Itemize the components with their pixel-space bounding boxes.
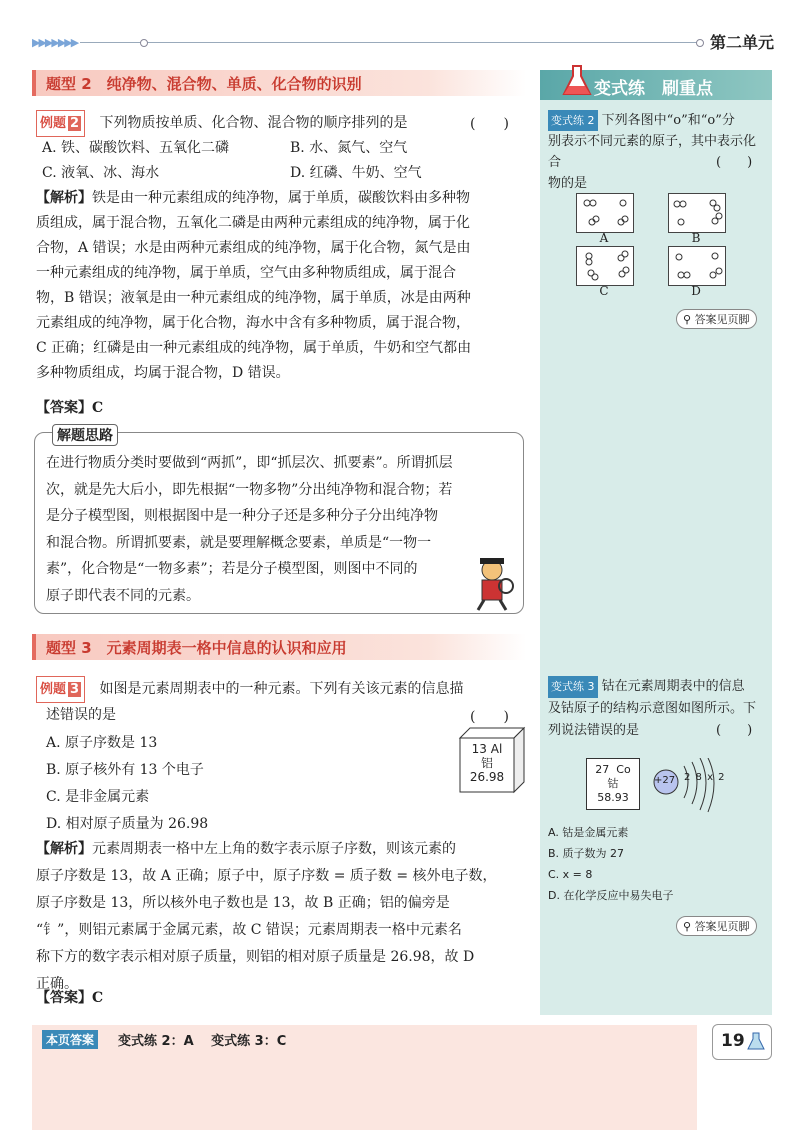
example-2-question (36, 110, 526, 137)
example-2-tag: 例题 2 (36, 110, 85, 137)
variant-2-question: 变式练 2 下列各图中“o”和“o”分 别表示不同元素的原子，其中表示化合 物的是 (548, 110, 766, 194)
diagram-label-c: C (599, 284, 609, 298)
option-c: C. 液氧、冰、海水 (42, 165, 160, 181)
analysis-label: 【解析】 (36, 190, 92, 206)
cobalt-cell: 27 Co 钴 58.93 (586, 758, 640, 810)
option-a: A. 铁、碳酸饮料、五氧化二磷 (42, 140, 230, 156)
aluminum-cell: 13 Al 铝 26.98 (469, 742, 505, 784)
flask-icon (560, 62, 594, 100)
header-dot (696, 39, 704, 47)
flask-icon (747, 1031, 765, 1051)
example-3-analysis: 【解析】元素周期表一格中左上角的数字表示原子序数，则该元素的 原子序数是 13，故 A 正确；原子中，原子序数 = 质子数 = 核外电子数， 原子序数是 13，所以核外电子数也是 13，故 B 正确；铝的偏旁是 “钅”，则铝元素属于金属元素，故 C 错误；元素周期表一格中元素名 称下方的数字表示相对原子质量，则铝的相对原子质量是 26.98，故 D 正确。 (36, 841, 497, 992)
example-3-answer: 【答案】C (36, 990, 104, 1006)
variant-3-tag: 变式练 3 (548, 676, 598, 698)
option-d: D. 红磷、牛奶、空气 (290, 165, 422, 181)
example-2-text: 下列物质按单质、化合物、混合物的顺序排列的是 (99, 115, 408, 131)
answer-paren: ( ) (716, 723, 753, 738)
example-2-answer: 【答案】C (36, 400, 104, 416)
diagram-label-d: D (691, 284, 701, 298)
example-3-tag: 例题 3 (36, 676, 85, 703)
page-number: 19 (721, 1031, 745, 1051)
tips-title: 解题思路 (52, 424, 118, 446)
molecule-diagram-c (576, 246, 634, 286)
example-3-question: 例题 3 如图是元素周期表中的一种元素。下列有关该元素的信息描 (36, 676, 526, 703)
header-arrows: ▶▶▶▶▶▶▶ (32, 36, 78, 49)
diagram-label-b: B (691, 231, 701, 245)
diagram-label-a: A (599, 231, 609, 245)
unit-title: 第二单元 (710, 33, 775, 52)
atom-structure-diagram (652, 758, 720, 814)
answer-paren: ( ) (470, 116, 509, 132)
see-answer-button[interactable]: ⚲ 答案见页脚 (676, 916, 757, 936)
page-answer-text: 变式练 2：A 变式练 3：C (118, 1034, 287, 1049)
see-answer-button[interactable]: ⚲ 答案见页脚 (676, 309, 757, 329)
option-b: B. 水、氮气、空气 (290, 140, 408, 156)
shell-electrons: 2 8 x 2 (684, 772, 726, 783)
answer-paren: ( ) (716, 155, 753, 170)
nucleus-label: +27 (654, 775, 676, 786)
section-2-bar (32, 70, 526, 96)
example-3-question-cont: 述错误的是 (46, 707, 116, 723)
section-3-bar (32, 634, 526, 660)
pin-icon: ⚲ (683, 920, 692, 933)
page-answer-tag: 本页答案 (42, 1030, 98, 1049)
section-2-title: 题型 2 纯净物、混合物、单质、化合物的识别 (46, 75, 362, 93)
answer-paren: ( ) (470, 709, 509, 725)
example-3-options: A. 原子序数是 13 B. 原子核外有 13 个电子 C. 是非金属元素 D. 相对原子质量为 26.98 (46, 735, 209, 832)
cartoon-detective-icon (462, 556, 514, 612)
header-dot (140, 39, 148, 47)
molecule-diagram-d (668, 246, 726, 286)
header-rule (80, 42, 700, 43)
variant-3-options: A. 钴是金属元素 B. 质子数为 27 C. x = 8 D. 在化学反应中易失电子 (548, 826, 674, 902)
molecule-diagram-a (576, 193, 634, 233)
tips-text: 在进行物质分类时要做到“两抓”，即“抓层次、抓要素”。所谓抓层 次，就是先大后小，即先根据“一物多物”分出纯净物和混合物；若 是分子模型图，则根据图中是一种分子还是多种分子分出纯净物 和混合物。所谓抓要素，就是要理解概念要素，单质是“一物一 素”，化合物是“一物多素”；若是分子模型图，则图中不同的 原子即代表不同的元素。 (46, 455, 453, 604)
pin-icon: ⚲ (683, 313, 692, 326)
section-3-title: 题型 3 元素周期表一格中信息的认识和应用 (46, 639, 347, 657)
variant-2-tag: 变式练 2 (548, 110, 598, 131)
page-number-box (712, 1024, 772, 1060)
example-2-analysis: 【解析】铁是由一种元素组成的纯净物，属于单质，碳酸饮料由多种物 质组成，属于混合物，五氧化二磷是由两种元素组成的纯净物，属于化 合物，A 错误；水是由两种元素组成的纯净物，属于化合物，氮气是由 一种元素组成的纯净物，属于单质，空气由多种物质组成，属于混合 物，B 错误；液氧是由一种元素组成的纯净物，属于单质，冰是由两种 元素组成的纯净物，属于化合物，海水中含有多种物质，属于混合物， C 正确；红磷是由一种元素组成的纯净物，属于单质，牛奶和空气都由 多种物质组成，均属于混合物，D 错误。 (36, 190, 472, 381)
variant-3-question: 变式练 3 钴在元素周期表中的信息 及钴原子的结构示意图如图所示。下 列说法错误的是 (548, 676, 766, 742)
practice-panel-title: 变式练 刷重点 (594, 79, 713, 99)
molecule-diagram-b (668, 193, 726, 233)
